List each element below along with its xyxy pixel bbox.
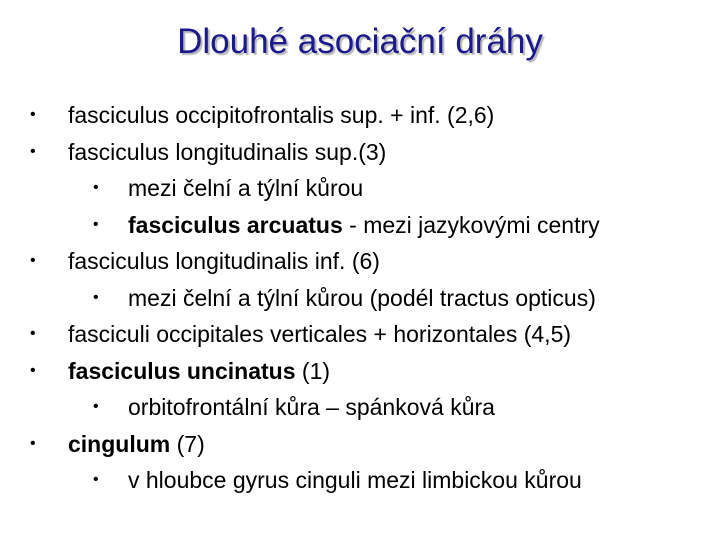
item-text: (7) xyxy=(170,431,205,457)
item-text: orbitofrontální kůra – spánková kůra xyxy=(128,394,495,420)
item-text: - mezi jazykovými centry xyxy=(342,212,600,238)
bullet-icon: • xyxy=(30,325,36,342)
bullet-icon: • xyxy=(93,289,99,306)
bullet-icon: • xyxy=(30,143,36,160)
bold-term: fasciculus arcuatus xyxy=(128,212,343,238)
bullet-icon: • xyxy=(93,398,99,415)
bold-term: fasciculus uncinatus xyxy=(68,358,296,384)
bullet-icon: • xyxy=(30,362,36,379)
sub-list-item xyxy=(128,393,495,421)
item-text: mezi čelní a týlní kůrou xyxy=(128,175,364,201)
item-text: (1) xyxy=(295,358,331,384)
bullet-icon: • xyxy=(30,106,36,123)
bold-term: cingulum xyxy=(68,431,171,457)
sub-list-item xyxy=(128,174,363,202)
sub-list-item xyxy=(128,466,582,494)
item-text: mezi čelní a týlní kůrou (podél tractus opticus) xyxy=(128,285,596,311)
list-item xyxy=(68,247,380,275)
bullet-icon: • xyxy=(30,252,36,269)
bullet-icon: • xyxy=(30,435,36,452)
slide-title: Dlouhé asociační dráhy xyxy=(177,22,543,61)
item-text: v hloubce gyrus cinguli mezi limbickou kůrou xyxy=(128,467,582,493)
list-item xyxy=(68,357,330,385)
list-item xyxy=(68,430,205,458)
item-text: fasciculus longitudinalis sup.(3) xyxy=(68,139,387,165)
item-text: fasciculus longitudinalis inf. (6) xyxy=(68,248,380,274)
sub-list-item xyxy=(128,211,600,239)
bullet-icon: • xyxy=(93,471,99,488)
list-item xyxy=(68,320,571,348)
bullet-icon: • xyxy=(93,179,99,196)
item-text: fasciculus occipitofrontalis sup. + inf. (2,6) xyxy=(68,102,495,128)
bullet-icon: • xyxy=(93,216,99,233)
list-item xyxy=(68,101,494,129)
list-item xyxy=(68,138,386,166)
item-text: fasciculi occipitales verticales + horizontales (4,5) xyxy=(68,321,572,347)
sub-list-item xyxy=(128,284,596,312)
